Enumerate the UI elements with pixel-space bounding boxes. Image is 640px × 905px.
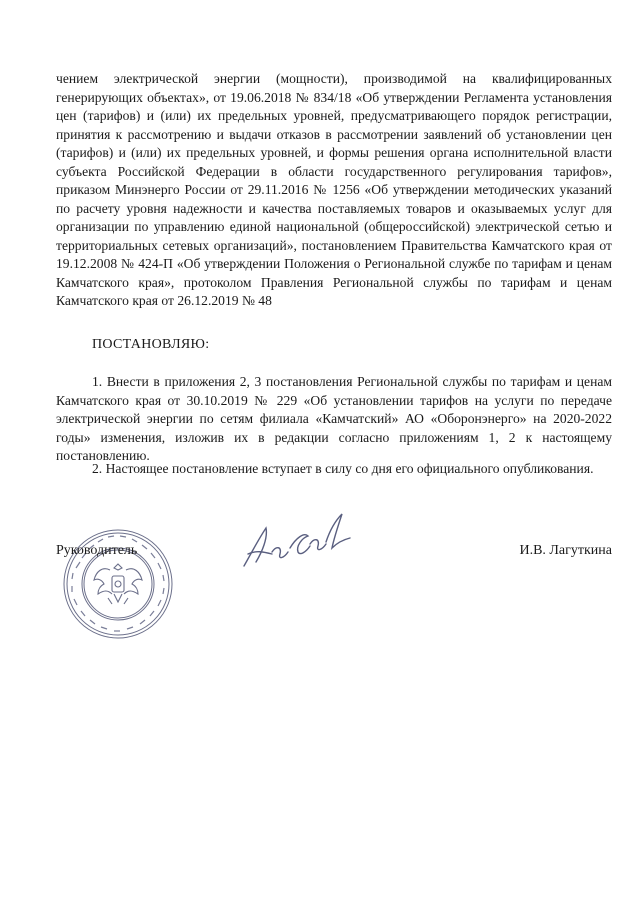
handwritten-signature-icon	[238, 508, 358, 577]
signatory-name: И.В. Лагуткина	[519, 543, 612, 558]
resolution-item-2: 2. Настоящее постановление вступает в силу со дня его официального опубликования.	[92, 461, 594, 476]
resolution-item-1: 1. Внести в приложения 2, 3 постановления Региональной службы по тарифам и ценам Камчатского края от 30.10.2019 № 229 «Об установлении тарифов на услуги по передаче электрической энергии по сетям филиала «Камчатский» АО «Оборонэнерго» на 2020-2022 годы» изменения, изложив их в редакции согласно приложениям 1, 2 к настоящему постановлению.	[56, 374, 612, 463]
resolution-heading: ПОСТАНОВЛЯЮ:	[92, 337, 210, 352]
signatory-title: Руководитель	[56, 543, 138, 558]
intro-paragraph: чением электрической энергии (мощности), производимой на квалифицированных генерирующих объектах», от 19.06.2018 № 834/18 «Об утверждении Регламента установления цен (тарифов) и (или) их предельных уровней, предусматривающего порядок регистрации, принятия к рассмотрению и выдачи отказов в рассмотрении заявлений об установлении цен (тарифов) и (или) их предельных уровней, и формы решения органа исполнительной власти субъекта Российской Федерации в области государственного регулирования тарифов», приказом Минэнерго России от 29.11.2016 № 1256 «Об утверждении методических указаний по расчету уровня надежности и качества поставляемых товаров и оказываемых услуг для организации по управлению единой национальной (общероссийской) электрической сетью и территориальных сетевых организаций», постановлением Правительства Камчатского края от 19.12.2008 № 424-П «Об утверждении Положения о Региональной службе по тарифам и ценам Камчатского края», протоколом Правления Региональной службы по тарифам и ценам Камчатского края от 26.12.2019 № 48	[56, 71, 612, 308]
